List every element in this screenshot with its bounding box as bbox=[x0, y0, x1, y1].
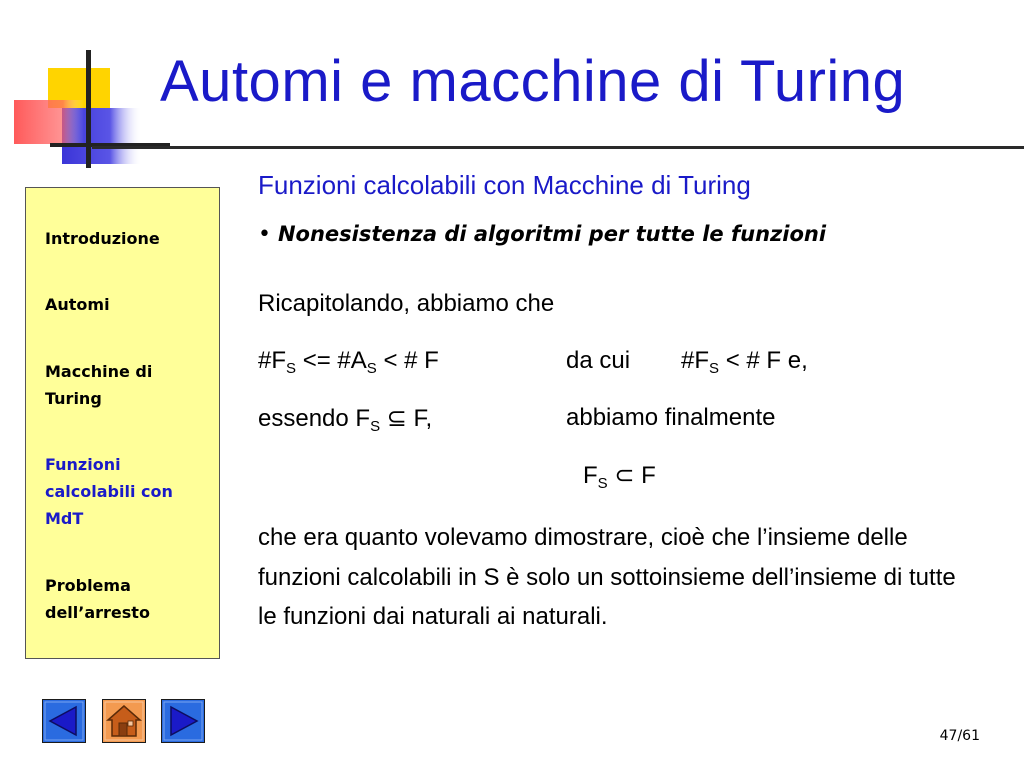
formula-text: #F bbox=[681, 347, 710, 374]
nav-item-introduzione[interactable]: Introduzione bbox=[45, 229, 160, 248]
prev-slide-button[interactable] bbox=[42, 699, 86, 743]
subscript: S bbox=[366, 360, 377, 377]
nav-item-problema-arresto[interactable]: Problema dell’arresto bbox=[45, 576, 150, 622]
bullet-point bbox=[258, 222, 826, 247]
subscript: S bbox=[597, 475, 608, 492]
formula-line-1-left bbox=[258, 347, 439, 377]
recap-line: Ricapitolando, abbiamo che bbox=[258, 290, 555, 317]
slide-subtitle: Funzioni calcolabili con Macchine di Turing bbox=[258, 170, 751, 200]
subscript: S bbox=[709, 360, 720, 377]
formula-text: #F bbox=[258, 347, 287, 374]
nav-item-automi[interactable]: Automi bbox=[45, 295, 110, 314]
formula-text: ⊂ F bbox=[607, 462, 656, 489]
slide-title: Automi e macchine di Turing bbox=[160, 49, 906, 114]
home-button[interactable] bbox=[102, 699, 146, 743]
formula-text: ⊆ F, bbox=[380, 405, 433, 432]
formula-text: <= #A bbox=[296, 347, 367, 374]
formula-line-2-right: abbiamo finalmente bbox=[566, 404, 776, 431]
side-nav-panel bbox=[25, 187, 220, 659]
page-number: 47/61 bbox=[939, 728, 980, 744]
subscript: S bbox=[370, 418, 381, 435]
formula-text: essendo F bbox=[258, 405, 371, 432]
conclusion-paragraph: che era quanto volevamo dimostrare, cioè che l’insieme delle funzioni calcolabili in S è solo un sottoinsieme dell’insieme di tutte le funzioni dai naturali ai naturali. bbox=[258, 524, 956, 630]
formula-text: < # F bbox=[376, 347, 439, 374]
bullet-mark: • bbox=[258, 222, 271, 247]
formula-line-3 bbox=[583, 461, 656, 492]
title-divider bbox=[92, 146, 1024, 149]
formula-line-2-left bbox=[258, 404, 432, 435]
nav-item-funzioni-calcolabili[interactable]: Funzioni calcolabili con MdT bbox=[45, 455, 173, 528]
next-slide-button[interactable] bbox=[161, 699, 205, 743]
formula-line-1-middle: da cui bbox=[566, 347, 631, 374]
formula-line-1-right bbox=[681, 347, 808, 377]
formula-text: F bbox=[583, 462, 598, 489]
subscript: S bbox=[286, 360, 297, 377]
bullet-text: Nonesistenza di algoritmi per tutte le funzioni bbox=[277, 222, 827, 246]
nav-item-macchine-di-turing[interactable]: Macchine di Turing bbox=[45, 362, 153, 408]
formula-text: < # F e, bbox=[719, 347, 808, 374]
